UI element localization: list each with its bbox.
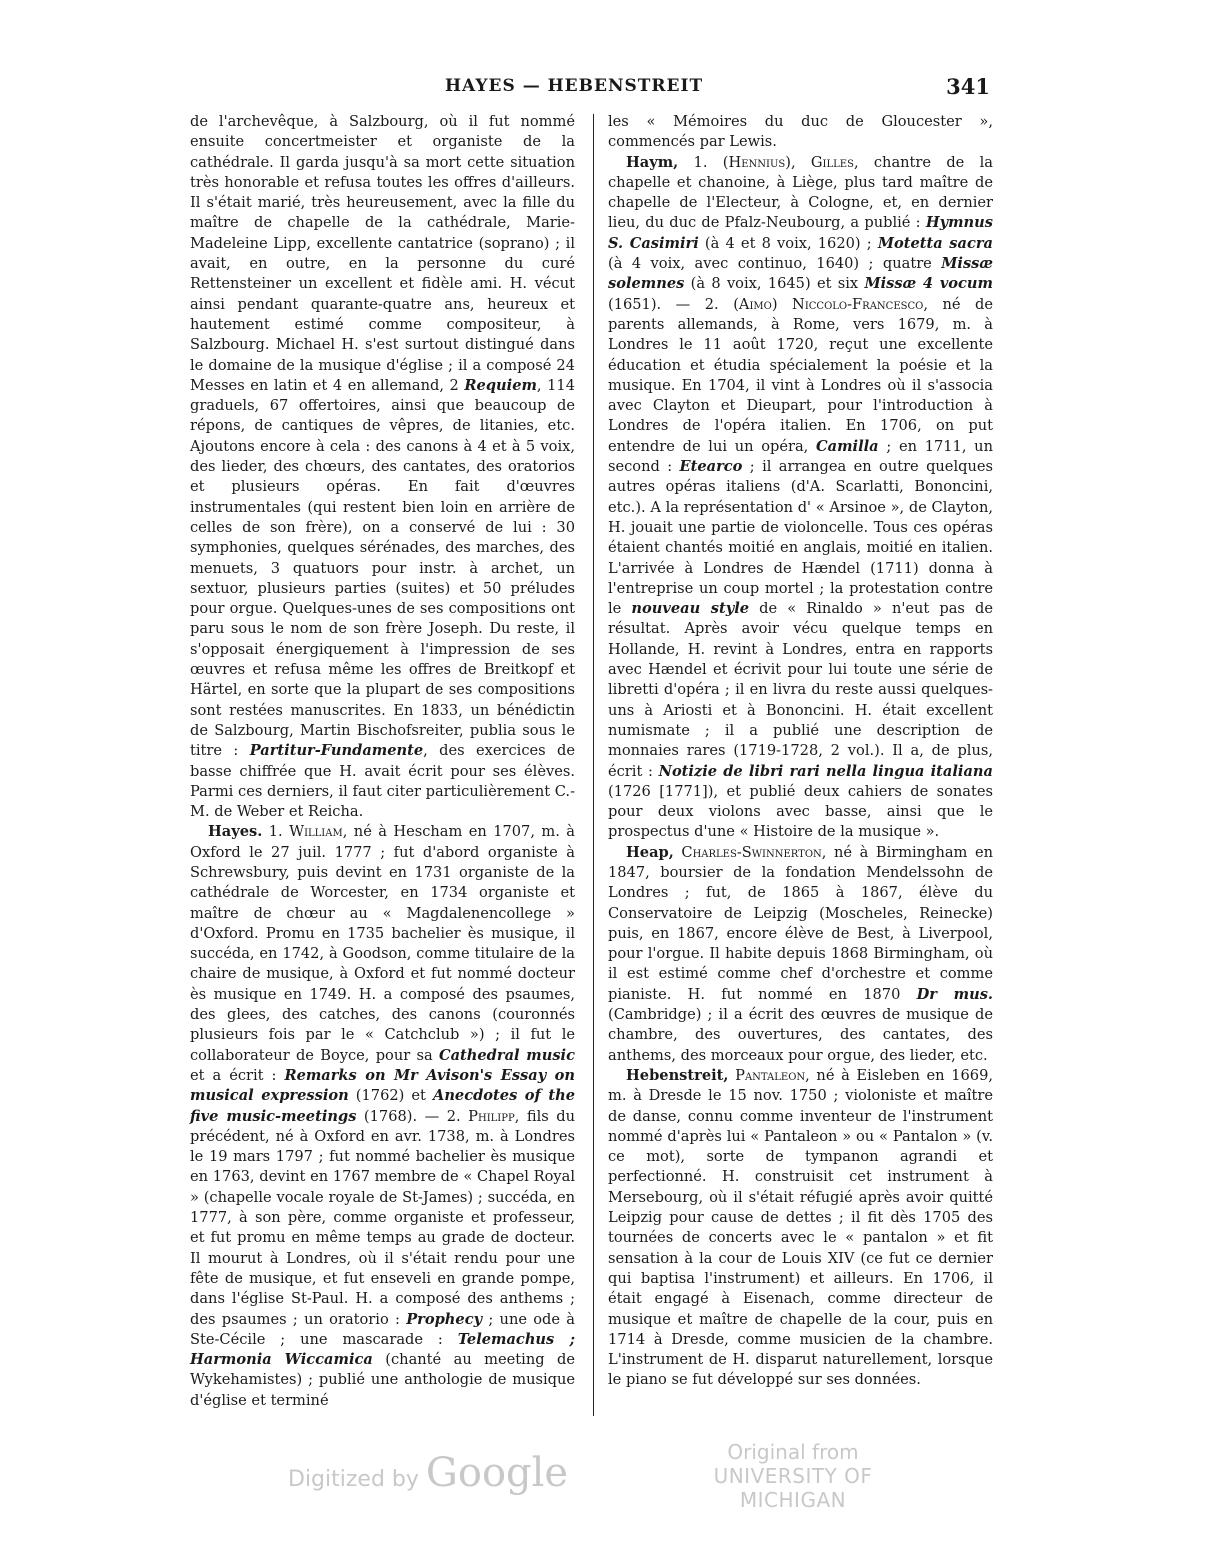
given-name: William: [289, 823, 343, 841]
work-title: Missæ 4 vocum: [864, 275, 993, 293]
headword: Haym,: [626, 153, 679, 171]
entry-hayes: [190, 822, 575, 1411]
headword: Hebenstreit,: [626, 1066, 729, 1084]
text: (chanté au meeting de Wykehamistes) ; publié une anthologie de musique d'église et terminé: [190, 1351, 575, 1409]
text: , 114 graduels, 67 offertoires, ainsi que beaucoup de répons, de cantiques de vêpres, de litanies, etc. Ajoutons encore à cela : des canons à 4 et à 5 voix, des lieder, des chœurs, des cantates, des oratorios et plusieurs opéras. En fait d'œuvres instrumentales (qui restent bien loin en arrière de celles de son frère), on a conservé de lui : 30 symphonies, quelques sérénades, des marches, des menuets, 3 quatuors pour instr. à archet, un sextuor, plusieurs parties (suites) et 50 préludes pour orgue. Quelques-unes de ses compositions ont paru sous le nom de son frère Joseph. Du reste, il s'opposait énergiquement à l'impression de ses œuvres et refusa même les offres de Breitkopf et Härtel, en sorte que la plupart de ses compositions sont restées manuscrites. En 1833, un bénédictin de Salzbourg, Martin Bischofsreiter, publia sous le titre :: [190, 376, 576, 760]
work-title: Prophecy: [406, 1310, 483, 1328]
given-name: Aimo: [738, 295, 772, 313]
work-title: Hymnus S. Casimiri: [608, 214, 993, 252]
work-title: Motetta sacra: [877, 234, 994, 252]
given-name: Philipp: [468, 1107, 515, 1125]
text: , des exercices de basse chiffrée que H. avait écrit pour ses élèves. Parmi ces derniers, il faut citer particulièrement C.-M. de Weber et Reicha.: [190, 742, 575, 821]
left-column: [190, 112, 575, 1411]
paragraph-continued: les « Mémoires du duc de Gloucester », commencés par Lewis.: [608, 113, 993, 151]
work-title: nouveau style: [631, 600, 750, 618]
column-divider: [593, 114, 594, 1416]
text: (à 4 voix, avec continuo, 1640) ; quatre: [608, 255, 942, 273]
headword: Heap,: [626, 843, 674, 861]
text: (1768). — 2.: [356, 1107, 469, 1125]
work-title: Telemachus ; Harmonia Wiccamica: [190, 1330, 575, 1369]
work-title: Etearco: [679, 458, 743, 476]
digitized-by-watermark: [288, 1450, 568, 1496]
text: , né à Hescham en 1707, m. à Oxford le 27 juil. 1777 ; fut d'abord organiste à Schrewsbury, puis devint en 1731 organiste de la cathédrale de Worcester, en 1734 organiste et maître de chœur au « Magdalenencollege » d'Oxford. Promu en 1735 bachelier ès musique, il succéda, en 1742, à Goodson, comme titulaire de la chaire de musique, à Oxford et fut nommé docteur ès musique en 1749. H. a composé des psaumes, des glees, des catches, des canons (couronnés plusieurs fois par le « Catchclub ») ; il fut le collaborateur de Boyce, pour sa: [190, 823, 575, 1064]
text: et a écrit :: [190, 1066, 285, 1084]
work-title: Notizie de libri rari nella lingua italiana: [658, 762, 993, 780]
work-title: Cathedral music: [438, 1046, 575, 1064]
text: (1762) et: [348, 1087, 433, 1105]
given-name: Charles-Swinnerton: [681, 843, 822, 861]
work-title: Requiem: [464, 376, 537, 394]
text: , chantre de la chapelle et chanoine, à Liège, plus tard maître de chapelle de l'Electeur, à Cologne, et, en dernier lieu, du duc de Pfalz-Neubourg, a publié :: [608, 153, 993, 232]
given-name: Pantaleon: [735, 1066, 806, 1084]
headword: Hayes.: [208, 823, 263, 841]
text: ; en 1711, un second :: [608, 437, 993, 476]
text: 1.: [262, 823, 290, 841]
work-title: Missæ solemnes: [608, 255, 993, 293]
work-title: Partitur-Fundamente: [249, 742, 424, 760]
text: (à 4 et 8 voix, 1620) ;: [698, 234, 878, 252]
paragraph-haydn-continued: [190, 112, 575, 822]
digitized-by-label: Digitized by: [288, 1467, 419, 1492]
text: , né à Eisleben en 1669, m. à Dresde le 15 nov. 1750 ; violoniste et maître de danse, connu comme inventeur de l'instrument nommé d'après lui « Pantaleon » ou « Pantalon » (v. ce mot), sorte de tympanon agrandi et perfectionné. H. construisit cet instrument à Mersebourg, où il s'était réfugié après avoir quitté Leipzig pour cause de dettes ; il fit dès 1705 des tournées de concerts avec le « pantalon » et fit sensation à la cour de Louis XIV (ce fut ce dernier qui baptisa l'instrument) et ailleurs. En 1706, il était engagé à Eisenach, comme directeur de musique et maître de chapelle de la cour, puis en 1714 à Dresde, comme musicien de la chambre. L'instrument de H. disparut naturellement, lorsque le piano se fut développé sur ses données.: [608, 1066, 993, 1389]
page-number: 341: [946, 74, 990, 99]
degree-abbrev: Dr mus.: [916, 985, 993, 1003]
given-name: Gilles: [810, 153, 854, 171]
text: (1726 [1771]), et publié deux cahiers de sonates pour deux violons avec basse, ainsi que le prospectus d'une « Histoire de la musique ».: [608, 782, 993, 841]
text: , né à Birmingham en 1847, boursier de la fondation Mendelssohn de Londres ; fut, de 1865 à 1867, élève du Conservatoire de Leipzig (Moscheles, Reinecke) puis, en 1867, encore élève de Best, à Liverpool, pour l'orgue. Il habite depuis 1868 Birmingham, où il est estimé comme chef d'orchestre et comme pianiste. H. fut nommé en 1870: [608, 843, 993, 1003]
text: de « Rinaldo » n'eut pas de résultat. Après avoir vécu quelque temps en Hollande, H. revint à Londres, entra en rapports avec Hændel et écrivit pour lui toute une série de libretti d'opéra ; il en livra du reste aussi quelques-uns à Ariosti et à Bononcini. H. était excellent numismate ; il a publié une description de monnaies rares (1719-1728, 2 vol.). Il a, de plus, écrit :: [608, 600, 993, 780]
text: ; une ode à Ste-Cécile ; une mascarade :: [190, 1310, 576, 1348]
institution-label: UNIVERSITY OF MICHIGAN: [713, 1464, 873, 1512]
right-column: [608, 112, 993, 1391]
page-header: [190, 74, 990, 104]
text: (à 8 voix, 1645) et six: [684, 275, 865, 293]
text: (1651). — 2. (: [608, 295, 739, 313]
work-title: Remarks on Mr Avison's Essay on musical expression: [190, 1066, 575, 1105]
entry-haym: [608, 153, 993, 843]
given-name: Hennius: [728, 153, 786, 171]
text: (Cambridge) ; il a écrit des œuvres de musique de chambre, des ouvertures, des cantates, des anthems, des morceaux pour orgue, des lieder, etc.: [608, 1006, 993, 1064]
original-from-watermark: [668, 1440, 918, 1512]
text: ): [771, 295, 793, 313]
text: , fils du précédent, né à Oxford en avr. 1738, m. à Londres le 19 mars 1797 ; fut nommé bachelier ès musique en 1763, devint en 1767 membre de « Chapel Royal » (chapelle vocale royale de St-James) ; succéda, en 1777, à son père, comme organiste et professeur, et fut promu en même temps au grade de docteur. Il mourut à Londres, où il s'était rendu pour une fête de musique, et fut enseveli en grande pompe, dans l'église St-Paul. H. a composé des anthems ; des psaumes ; un oratorio :: [190, 1107, 575, 1328]
entry-heap: [608, 843, 993, 1066]
text: 1. (: [678, 153, 729, 171]
text: ; il arrangea en outre quelques autres opéras italiens (d'A. Scarlatti, Bononcini, etc.). A la représentation d' « Arsinoe », de Clayton, H. jouait une partie de violoncelle. Tous ces opéras étaient chantés moitié en anglais, moitié en italien. L'arrivée à Londres de Hændel (1711) donna à l'entreprise un coup mortel ; la protestation contre le: [608, 458, 993, 618]
work-title: Camilla: [816, 437, 879, 455]
entry-hebenstreit: [608, 1066, 993, 1391]
original-from-label: Original from: [727, 1440, 859, 1464]
text: ),: [785, 153, 811, 171]
running-head: HAYES — HEBENSTREIT: [445, 76, 704, 96]
work-title: Anecdotes of the five music-meetings: [190, 1087, 575, 1125]
text: de l'archevêque, à Salzbourg, où il fut nommé ensuite concertmeister et organiste de la cathédrale. Il garda jusqu'à sa mort cette situation très honorable et refusa toutes les offres d'ailleurs. Il s'était marié, très heureusement, avec la fille du maître de chapelle de la cathédrale, Marie-Madeleine Lipp, excellente cantatrice (soprano) ; il avait, en outre, en la personne du curé Rettensteiner un excellent et fidèle ami. H. vécut ainsi pendant quarante-quatre ans, heureux et hautement estimé comme compositeur, à Salzbourg. Michael H. s'est surtout distingué dans le domaine de la musique d'église ; il a composé 24 Messes en latin et 4 en allemand, 2: [190, 113, 575, 394]
text: , né de parents allemands, à Rome, vers 1679, m. à Londres le 11 août 1720, reçut une excellente éducation et étudia spécialement la poésie et la musique. En 1704, il vint à Londres où il s'associa avec Clayton et Dieupart, pour l'introduction à Londres de l'opéra italien. En 1706, on put entendre de lui un opéra,: [608, 295, 993, 455]
given-name: Niccolo-Francesco: [792, 295, 924, 313]
footer-watermark: [0, 1440, 1207, 1510]
google-logo: Google: [425, 1450, 569, 1496]
